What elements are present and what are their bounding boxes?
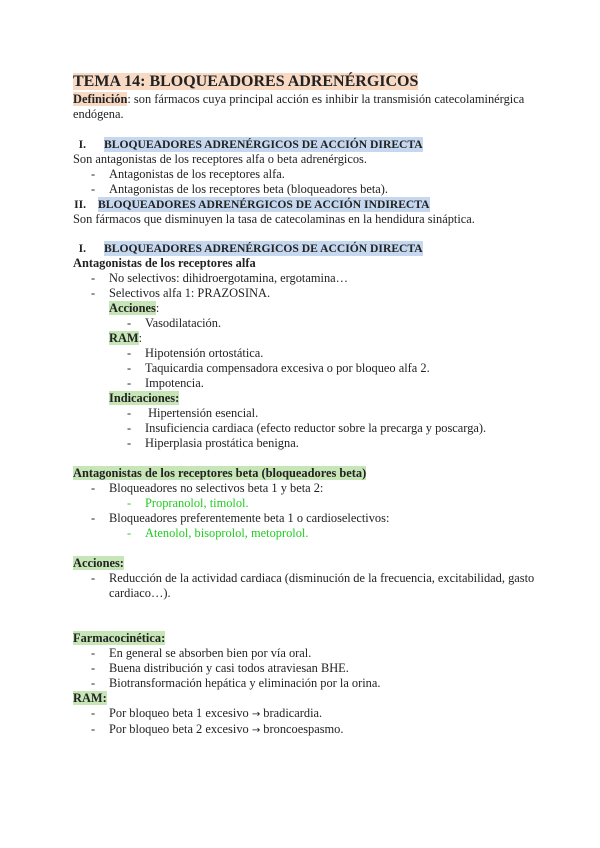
beta-nonselective-drugs	[73, 496, 543, 511]
list-item: - Bloqueadores no selectivos beta 1 y beta 2:	[73, 481, 543, 496]
alpha-list	[73, 271, 543, 301]
alpha-indicaciones-label: Indicaciones:	[109, 391, 180, 405]
list-item: - Hiperplasia prostática benigna.	[73, 436, 543, 451]
list-item: - Insuficiencia cardiaca (efecto reductor sobre la precarga y poscarga).	[73, 421, 543, 436]
list-item: - Biotransformación hepática y eliminación por la orina.	[73, 676, 543, 691]
list-item: - Hipertensión esencial.	[73, 406, 543, 421]
list-item: - No selectivos: dihidroergotamina, ergotamina…	[73, 271, 543, 286]
definition	[73, 92, 543, 122]
alpha-ram-label: RAM:	[109, 331, 143, 345]
page-title: TEMA 14: BLOQUEADORES ADRENÉRGICOS	[73, 73, 419, 90]
section-direct-list	[73, 167, 543, 197]
section-direct-intro: Son antagonistas de los receptores alfa o beta adrenérgicos.	[73, 152, 367, 166]
arrow-right-icon: →	[251, 709, 261, 720]
farmacocinetica-list	[73, 646, 543, 691]
list-item: - Atenolol, bisoprolol, metoprolol.	[73, 526, 543, 541]
alpha-acciones-label: Acciones:	[109, 301, 160, 315]
beta-heading: Antagonistas de los receptores beta (bloqueadores beta)	[73, 466, 367, 480]
acciones-heading: Acciones:	[73, 556, 124, 570]
list-item: - Antagonistas de los receptores beta (bloqueadores beta).	[73, 182, 543, 197]
list-item: - Por bloqueo beta 2 excesivo → broncoespasmo.	[73, 722, 543, 738]
list-item: - Vasodilatación.	[73, 316, 543, 331]
definition-text: : son fármacos cuya principal acción es inhibir la transmisión catecolaminérgica endógena.	[73, 92, 525, 121]
section-header-indirect: II. BLOQUEADORES ADRENÉRGICOS DE ACCIÓN INDIRECTA	[74, 198, 430, 211]
list-item: - Selectivos alfa 1: PRAZOSINA.	[73, 286, 543, 301]
list-item: - Por bloqueo beta 1 excesivo → bradicardia.	[73, 706, 543, 722]
list-item: - Propranolol, timolol.	[73, 496, 543, 511]
definition-label: Definición	[73, 92, 128, 106]
acciones-list	[73, 571, 543, 601]
beta-list	[73, 481, 543, 496]
list-item: - Bloqueadores preferentemente beta 1 o cardioselectivos:	[73, 511, 543, 526]
list-item: - Taquicardia compensadora excesiva o por bloqueo alfa 2.	[73, 361, 543, 376]
beta-list-2	[73, 511, 543, 526]
alpha-indicaciones-list	[73, 406, 543, 451]
section-indirect-intro: Son fármacos que disminuyen la tasa de catecolaminas en la hendidura sináptica.	[73, 212, 475, 226]
document-body	[73, 72, 543, 738]
beta-selective-drugs	[73, 526, 543, 541]
list-item: - Antagonistas de los receptores alfa.	[73, 167, 543, 182]
list-item: - Reducción de la actividad cardiaca (disminución de la frecuencia, excitabilidad, gasto cardiaco…).	[73, 571, 543, 601]
alpha-heading: Antagonistas de los receptores alfa	[73, 256, 256, 270]
list-item: - En general se absorben bien por vía oral.	[73, 646, 543, 661]
list-item: - Hipotensión ortostática.	[73, 346, 543, 361]
ram-heading: RAM:	[73, 691, 107, 705]
arrow-right-icon: →	[251, 725, 261, 736]
section-header-direct-detail: I. BLOQUEADORES ADRENÉRGICOS DE ACCIÓN DIRECTA	[78, 242, 423, 255]
ram-list	[73, 706, 543, 738]
farmacocinetica-heading: Farmacocinética:	[73, 631, 166, 645]
list-item: - Buena distribución y casi todos atraviesan BHE.	[73, 661, 543, 676]
list-item: - Impotencia.	[73, 376, 543, 391]
section-header-direct: I. BLOQUEADORES ADRENÉRGICOS DE ACCIÓN DIRECTA	[78, 138, 423, 151]
alpha-ram-list	[73, 346, 543, 391]
alpha-acciones-list	[73, 316, 543, 331]
